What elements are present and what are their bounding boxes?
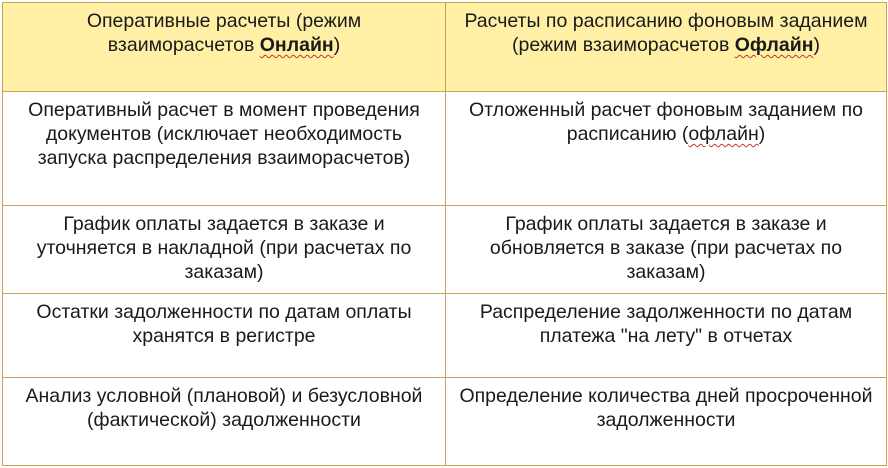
cell-online: Анализ условной (плановой) и безусловной (фактической) задолженности	[3, 378, 446, 466]
table-row	[3, 294, 887, 378]
cell-online: Оперативный расчет в момент проведения документов (исключает необходимость запуска распределения взаиморасчетов)	[3, 92, 446, 206]
cell-online: Остатки задолженности по датам оплаты хранятся в регистре	[3, 294, 446, 378]
header-offline	[446, 3, 887, 92]
cell-offline-suffix: )	[758, 123, 766, 145]
header-online-suffix: )	[333, 34, 341, 56]
header-offline-text: Расчеты по расписанию фоновым заданием (режим взаиморасчетов	[464, 10, 868, 56]
cell-online: График оплаты задается в заказе и уточняется в накладной (при расчетах по заказам)	[3, 206, 446, 294]
cell-offline: График оплаты задается в заказе и обновляется в заказе (при расчетах по заказам)	[446, 206, 887, 294]
cell-offline	[446, 92, 887, 206]
header-row	[3, 3, 887, 92]
cell-offline: Распределение задолженности по датам платежа "на лету" в отчетах	[446, 294, 887, 378]
cell-offline-text: Отложенный расчет фоновым заданием по расписанию (	[468, 99, 864, 145]
table-row	[3, 378, 887, 466]
cell-offline: Определение количества дней просроченной задолженности	[446, 378, 887, 466]
header-online	[3, 3, 446, 92]
cell-offline-word: офлайн	[688, 123, 759, 145]
header-offline-keyword: Офлайн	[734, 34, 814, 56]
header-online-keyword: Онлайн	[259, 34, 334, 56]
table-row	[3, 206, 887, 294]
comparison-table	[2, 2, 887, 466]
header-offline-suffix: )	[813, 34, 820, 56]
header-online-text: Оперативные расчеты (режим взаиморасчетов	[86, 10, 362, 56]
table-row	[3, 92, 887, 206]
